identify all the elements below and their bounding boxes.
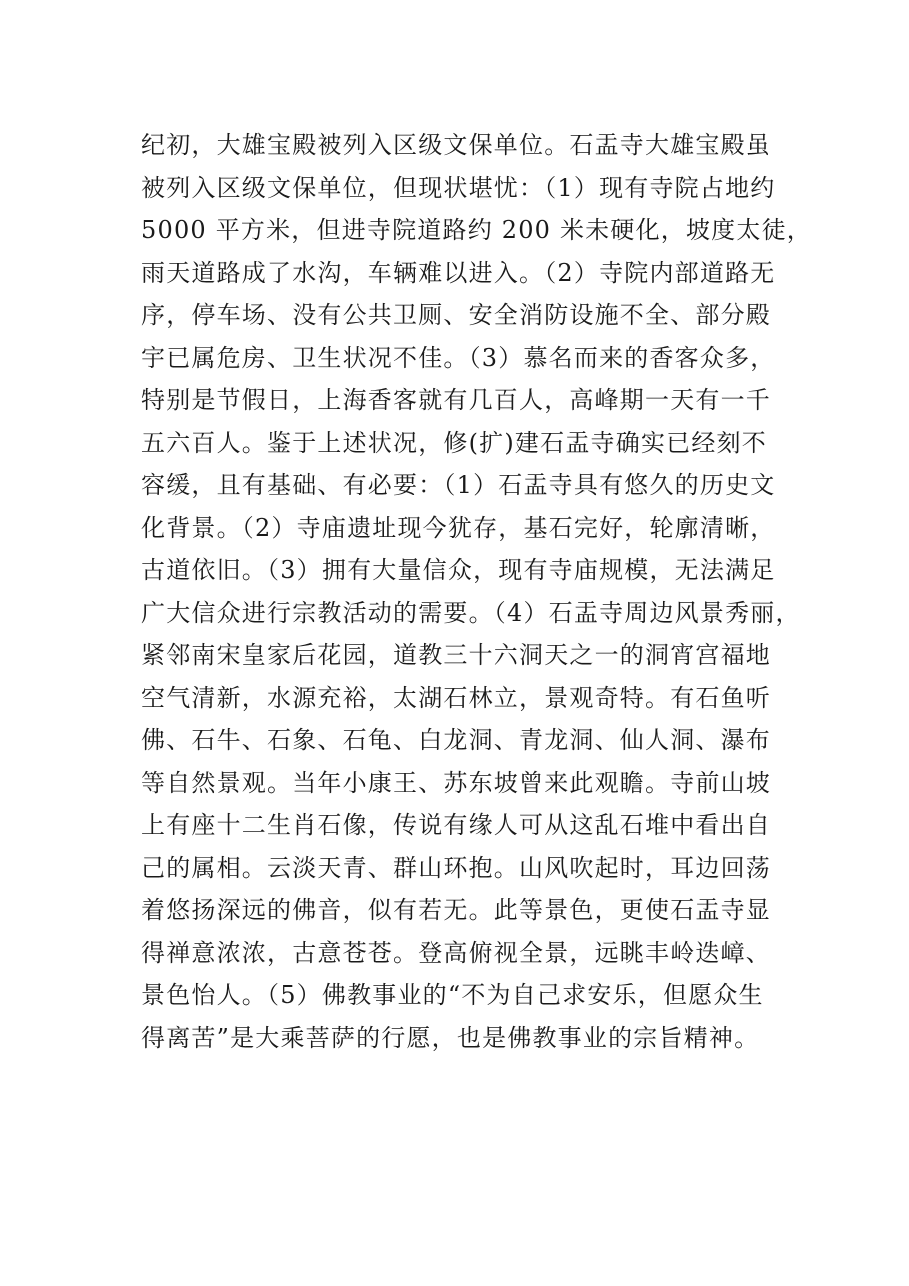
text-line-6: 宇已属危房、卫生状况不佳。（3）慕名而来的香客众多，	[141, 343, 776, 372]
text-line-12: 广大信众进行宗教活动的需要。（4）石盂寺周边风景秀丽，	[141, 598, 801, 627]
text-line-1: 纪初，大雄宝殿被列入区级文保单位。石盂寺大雄宝殿虽	[141, 131, 771, 159]
text-line-13: 紧邻南宋皇家后花园，道教三十六洞天之一的洞宵宫福地	[141, 641, 771, 669]
text-line-4: 雨天道路成了水沟，车辆难以进入。（2）寺院内部道路无	[141, 258, 776, 287]
text-line-16: 等自然景观。当年小康王、苏东坡曾来此观瞻。寺前山坡	[141, 768, 771, 797]
text-line-17: 上有座十二生肖石像，传说有缘人可从这乱石堆中看出自	[141, 811, 771, 839]
text-line-2: 被列入区级文保单位，但现状堪忧：（1）现有寺院占地约	[141, 173, 776, 202]
text-line-5: 序，停车场、没有公共卫厕、安全消防设施不全、部分殿	[141, 301, 771, 329]
text-line-19: 着悠扬深远的佛音，似有若无。此等景色，更使石盂寺显	[141, 896, 771, 924]
text-line-8: 五六百人。鉴于上述状况，修(扩)建石盂寺确实已经刻不	[141, 428, 767, 457]
text-line-10: 化背景。（2）寺庙遗址现今犹存，基石完好，轮廓清晰，	[141, 513, 776, 542]
text-line-11: 古道依旧。（3）拥有大量信众，现有寺庙规模，无法满足	[141, 556, 776, 584]
text-line-15: 佛、石牛、石象、石龟、白龙洞、青龙洞、仙人洞、瀑布	[141, 726, 771, 754]
text-line-3: 5000 平方米，但进寺院道路约 200 米未硬化，坡度太徒，	[141, 216, 812, 244]
text-line-20: 得禅意浓浓，古意苍苍。登高俯视全景，远眺丰岭迭嶂、	[141, 938, 771, 967]
text-line-7: 特别是节假日，上海香客就有几百人，高峰期一天有一千	[141, 386, 771, 414]
text-line-22: 得离苦”是大乘菩萨的行愿，也是佛教事业的宗旨精神。	[141, 1023, 760, 1052]
text-line-14: 空气清新，水源充裕，太湖石林立，景观奇特。有石鱼听	[141, 683, 771, 712]
text-line-21: 景色怡人。（5）佛教事业的“不为自己求安乐，但愿众生	[141, 981, 764, 1009]
text-line-18: 己的属相。云淡天青、群山环抱。山风吹起时，耳边回荡	[141, 853, 771, 882]
body-text	[141, 124, 812, 1059]
text-line-9: 容缓，且有基础、有必要：（1）石盂寺具有悠久的历史文	[141, 471, 776, 499]
